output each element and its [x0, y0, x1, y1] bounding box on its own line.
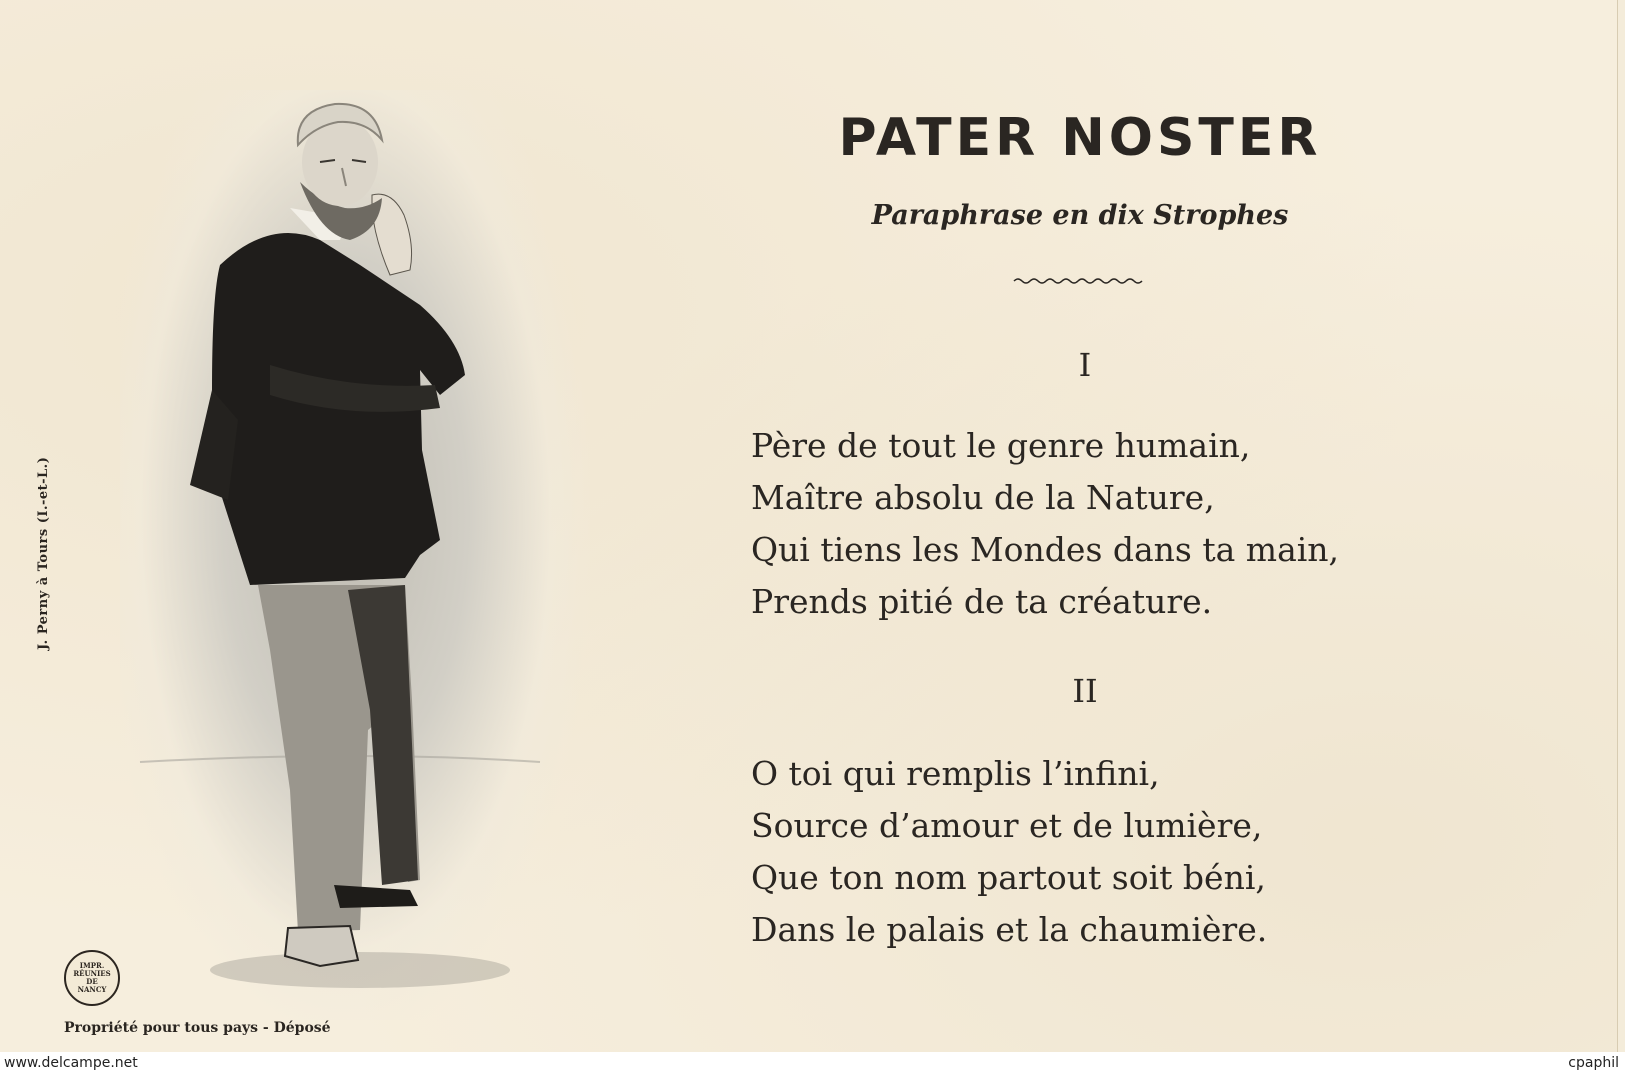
page-title: PATER NOSTER [838, 108, 1322, 168]
stanza-1 [751, 420, 1431, 628]
stanza-numeral: II [1072, 672, 1098, 710]
watermark-right: cpaphil [1568, 1055, 1619, 1071]
man-figure-illustration [120, 90, 590, 1020]
seal-line: RÉUNIES [73, 969, 111, 978]
verse-line: Père de tout le genre humain, [751, 426, 1251, 465]
verse-line: Dans le palais et la chaumière. [751, 910, 1268, 949]
flourish-divider [1012, 275, 1147, 287]
watermark-left: www.delcampe.net [4, 1055, 138, 1071]
seal-line: IMPR. [79, 961, 105, 970]
watermark-bar [0, 1052, 1625, 1074]
publisher-credit: J. Perny à Tours (I.-et-L.) [36, 456, 51, 650]
portrait-photo [120, 90, 590, 1020]
page-subtitle: Paraphrase en dix Strophes [871, 200, 1289, 231]
rights-notice: Propriété pour tous pays - Déposé [64, 1020, 331, 1036]
verse-line: Maître absolu de la Nature, [751, 478, 1215, 517]
seal-line: DE [86, 977, 98, 986]
printer-seal [64, 950, 120, 1006]
verse-line: Source d’amour et de lumière, [751, 806, 1263, 845]
verse-line: Qui tiens les Mondes dans ta main, [751, 530, 1340, 569]
verse-line: Prends pitié de ta créature. [751, 582, 1213, 621]
stanza-2 [751, 748, 1431, 956]
verse-line: O toi qui remplis l’infini, [751, 754, 1160, 793]
stanza-numeral: I [1078, 346, 1092, 384]
seal-line: NANCY [77, 985, 107, 994]
verse-line: Que ton nom partout soit béni, [751, 858, 1266, 897]
